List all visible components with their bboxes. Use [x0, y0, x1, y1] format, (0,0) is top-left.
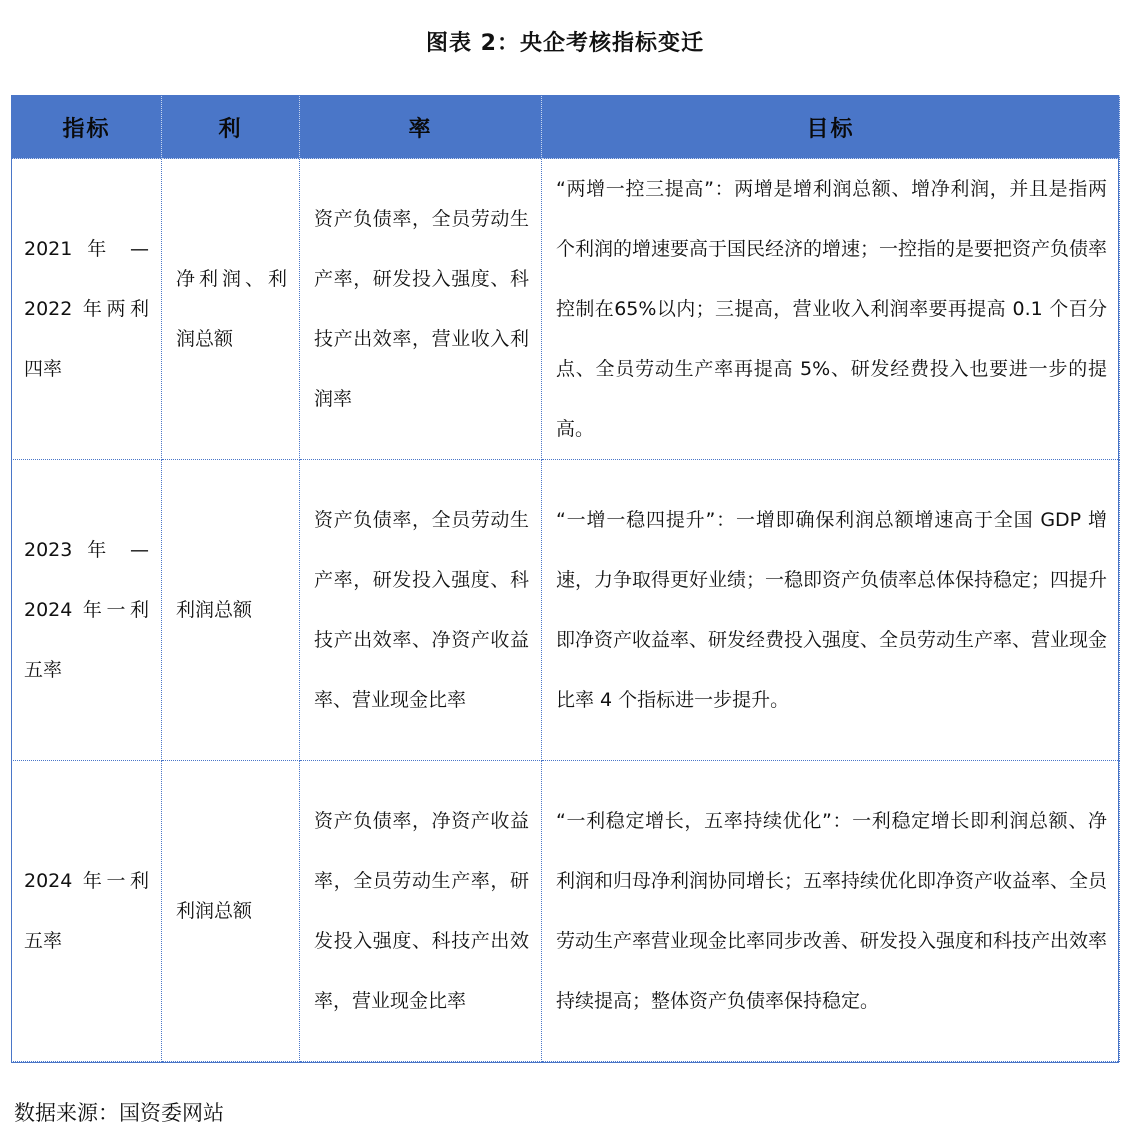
- table-row: [12, 761, 1120, 1062]
- header-indicator: 指标: [12, 96, 162, 159]
- indicator-table: [11, 95, 1120, 1062]
- source-note: 数据来源：国资委网站: [14, 1101, 224, 1125]
- header-rate: 率: [300, 96, 542, 159]
- header-row: [12, 96, 1120, 159]
- cell-indicator: 2024 年一利五率: [12, 761, 162, 1062]
- cell-indicator: 2021 年 — 2022 年两利四率: [12, 159, 162, 460]
- header-profit: 利: [162, 96, 300, 159]
- cell-goal: “两增一控三提高”：两增是增利润总额、增净利润，并且是指两个利润的增速要高于国民经济的增速；一控指的是要把资产负债率控制在65%以内；三提高，营业收入利润率要再提高 0.1 个百分点、全员劳动生产率再提高 5%、研发经费投入也要进一步的提高。: [542, 159, 1120, 460]
- table-row: [12, 159, 1120, 460]
- cell-rate: 资产负债率，全员劳动生产率，研发投入强度、科技产出效率，营业收入利润率: [300, 159, 542, 460]
- cell-indicator: 2023 年 — 2024 年一利五率: [12, 460, 162, 761]
- header-goal: 目标: [542, 96, 1120, 159]
- cell-profit: 利润总额: [162, 460, 300, 761]
- cell-goal: “一利稳定增长，五率持续优化”：一利稳定增长即利润总额、净利润和归母净利润协同增长；五率持续优化即净资产收益率、全员劳动生产率营业现金比率同步改善、研发投入强度和科技产出效率持续提高；整体资产负债率保持稳定。: [542, 761, 1120, 1062]
- cell-rate: 资产负债率，全员劳动生产率，研发投入强度、科技产出效率、净资产收益率、营业现金比率: [300, 460, 542, 761]
- cell-profit: 净利润、利润总额: [162, 159, 300, 460]
- table-caption: 图表 2：央企考核指标变迁: [426, 31, 704, 56]
- cell-rate: 资产负债率，净资产收益率，全员劳动生产率，研发投入强度、科技产出效率，营业现金比率: [300, 761, 542, 1062]
- table-row: [12, 460, 1120, 761]
- cell-goal: “一增一稳四提升”：一增即确保利润总额增速高于全国 GDP 增速，力争取得更好业绩；一稳即资产负债率总体保持稳定；四提升即净资产收益率、研发经费投入强度、全员劳动生产率、营业现金比率 4 个指标进一步提升。: [542, 460, 1120, 761]
- cell-profit: 利润总额: [162, 761, 300, 1062]
